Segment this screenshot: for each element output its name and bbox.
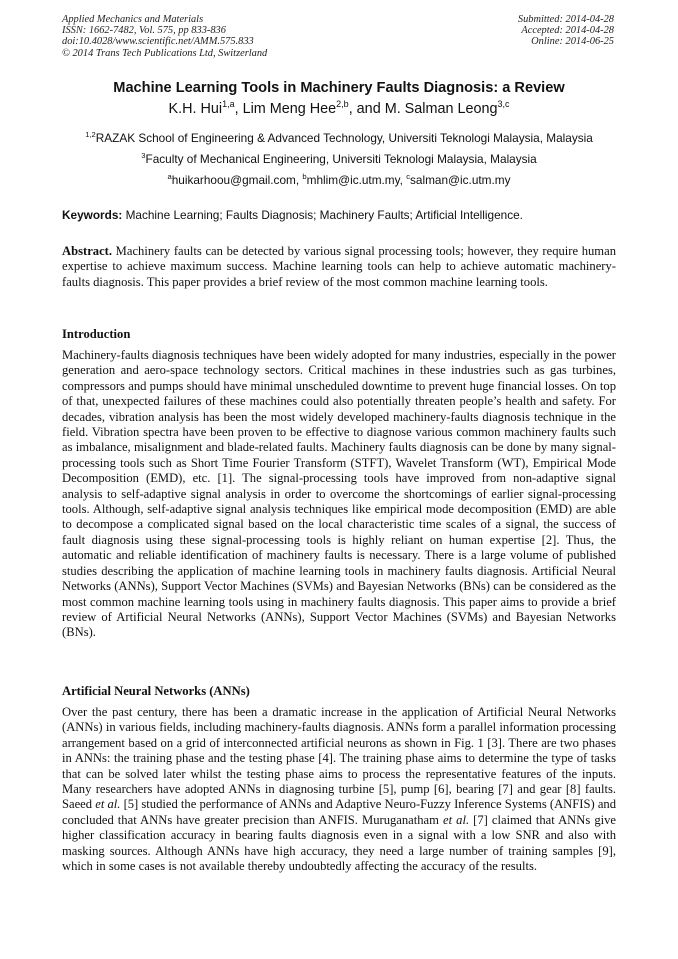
publication-dates bbox=[518, 14, 614, 48]
email-address: mhlim@ic.utm.my, bbox=[306, 173, 407, 187]
et-al: et al. bbox=[95, 797, 121, 812]
accepted-date: Accepted: 2014-04-28 bbox=[521, 25, 614, 37]
issn-line: ISSN: 1662-7482, Vol. 575, pp 833-836 bbox=[62, 25, 226, 37]
keywords-label: Keywords: bbox=[62, 208, 123, 222]
author-affiliation-mark: 2,b bbox=[336, 99, 349, 109]
affiliation-2 bbox=[0, 152, 678, 166]
author-name: K.H. Hui bbox=[168, 101, 223, 117]
journal-info bbox=[62, 14, 267, 59]
author-separator: , bbox=[234, 101, 243, 117]
abstract-text: Machinery faults can be detected by various signal processing tools; however, they require human expertise to achieve maximum success. Machine learning tools can help to achieve automatic machinery-faults diagnosis. This paper provides a brief review of the most common machine learning tools. bbox=[62, 244, 616, 289]
online-date: Online: 2014-06-25 bbox=[531, 36, 614, 48]
ann-text-part: Over the past century, there has been a dramatic increase in the application of Artificial Neural Networks (ANNs) in various fields, including machinery-faults diagnosis. ANNs form a parallel information processing arrangement based on a grid of interconnected artificial neurons as shown in Fig. 1 [3]. There are two phases in ANNs: the training phase and the testing phase [4]. The training phase aims to determine the type of tasks that can be solved later whilst the testing phase aims to process the representative features of the inputs. Many researchers have adopted ANNs in diagnosing turbine [5], pump [6], bearing [7] and gear [8] faults. Saeed bbox=[62, 705, 616, 812]
author-emails bbox=[0, 173, 678, 187]
submitted-date: Submitted: 2014-04-28 bbox=[517, 14, 614, 25]
author-name: M. Salman Leong bbox=[384, 101, 498, 117]
affiliation-text: Faculty of Mechanical Engineering, Universiti Teknologi Malaysia, Malaysia bbox=[145, 152, 537, 166]
keywords bbox=[62, 208, 618, 222]
journal-name: Applied Mechanics and Materials bbox=[62, 14, 204, 25]
author-affiliation-mark: 1,a bbox=[222, 99, 235, 109]
abstract bbox=[62, 244, 616, 290]
affiliation-1 bbox=[0, 131, 678, 145]
affiliation-text: RAZAK School of Engineering & Advanced Technology, Universiti Teknologi Malaysia, Malaysia bbox=[95, 131, 593, 145]
affiliation-mark: 1,2 bbox=[85, 130, 96, 139]
keywords-text: Machine Learning; Faults Diagnosis; Machinery Faults; Artificial Intelligence. bbox=[122, 208, 523, 222]
email-address: salman@ic.utm.my bbox=[410, 173, 511, 187]
ann-text-part: [7] claimed that ANNs give higher classification accuracy in bearing faults diagnosis even in a signal with a low SNR and also with masking sources. Although ANNs have high accuracy, they need a large number of training samples [9], which in some cases is not available thereby undoubtedly affecting the accuracy of the results. bbox=[62, 812, 616, 874]
ann-section-heading: Artificial Neural Networks (ANNs) bbox=[62, 684, 250, 698]
doi-line: doi:10.4028/www.scientific.net/AMM.575.833 bbox=[62, 36, 254, 48]
abstract-label: Abstract. bbox=[62, 244, 113, 258]
email-address: huikarhoou@gmail.com, bbox=[171, 173, 303, 187]
paper-title: Machine Learning Tools in Machinery Faults Diagnosis: a Review bbox=[113, 80, 565, 96]
introduction-heading: Introduction bbox=[62, 327, 131, 341]
ann-section-paragraph bbox=[62, 705, 616, 874]
author-affiliation-mark: 3,c bbox=[497, 99, 510, 109]
author-separator: , and bbox=[348, 101, 385, 117]
copyright-line: © 2014 Trans Tech Publications Ltd, Switzerland bbox=[62, 47, 268, 59]
author-list bbox=[0, 101, 678, 117]
author-name: Lim Meng Hee bbox=[242, 101, 337, 117]
affiliation-mark: 3 bbox=[141, 151, 146, 160]
email-mark: b bbox=[302, 172, 307, 181]
ann-text-part: [5] studied the performance of ANNs and Adaptive Neuro-Fuzzy Inference Systems (ANFIS) and concluded that ANNs have greater precision than ANFIS. Muruganatham bbox=[62, 797, 616, 827]
introduction-paragraph: Machinery-faults diagnosis techniques have been widely adopted for many industries, especially in the power generation and aero-space technology sectors. Critical machines in these industries such as gas turbines, compressors and pumps should have minimal unscheduled downtime to prevent huge financial losses. On top of that, unexpected failures of these machines could also potentially threaten people’s health and safety. For decades, vibration analysis has been the most widely developed machinery-faults diagnosis technique in the field. Vibration spectra have been proven to be effective to diagnose various common machinery faults such as imbalance, misalignment and blade-related faults. Machinery faults diagnosis can be done by many signal-processing tools such as Short Time Fourier Transform (STFT), Wavelet Transform (WT), Empirical Mode Decomposition (EMD), etc. [1]. The signal-processing tools have improved from non-adaptive signal analysis to self-adaptive signal analysis in order to overcome the shortcomings of earlier signal-processing tools. Although, self-adaptive signal analysis techniques like empirical mode decomposition (EMD) are able to decompose a complicated signal based on the local characteristic time scales of a signal, the success of fault diagnosis using these signal-processing tools is highly reliant on human expertise [2]. Thus, the automatic and reliable identification of machinery faults is necessary. There is a large volume of published studies describing the application of machine learning tools in machinery faults diagnosis. Artificial Neural Networks (ANNs), Support Vector Machines (SVMs) and Bayesian Networks (BNs) can be considered as the most common machine learning tools using in machinery faults diagnosis. This paper aims to provide a brief review of Artificial Neural Networks (ANNs), Support Vector Machines (SVMs) and Bayesian Networks (BNs). bbox=[62, 348, 616, 640]
email-mark: c bbox=[406, 172, 411, 181]
email-mark: a bbox=[167, 172, 172, 181]
et-al: et al. bbox=[443, 812, 470, 827]
